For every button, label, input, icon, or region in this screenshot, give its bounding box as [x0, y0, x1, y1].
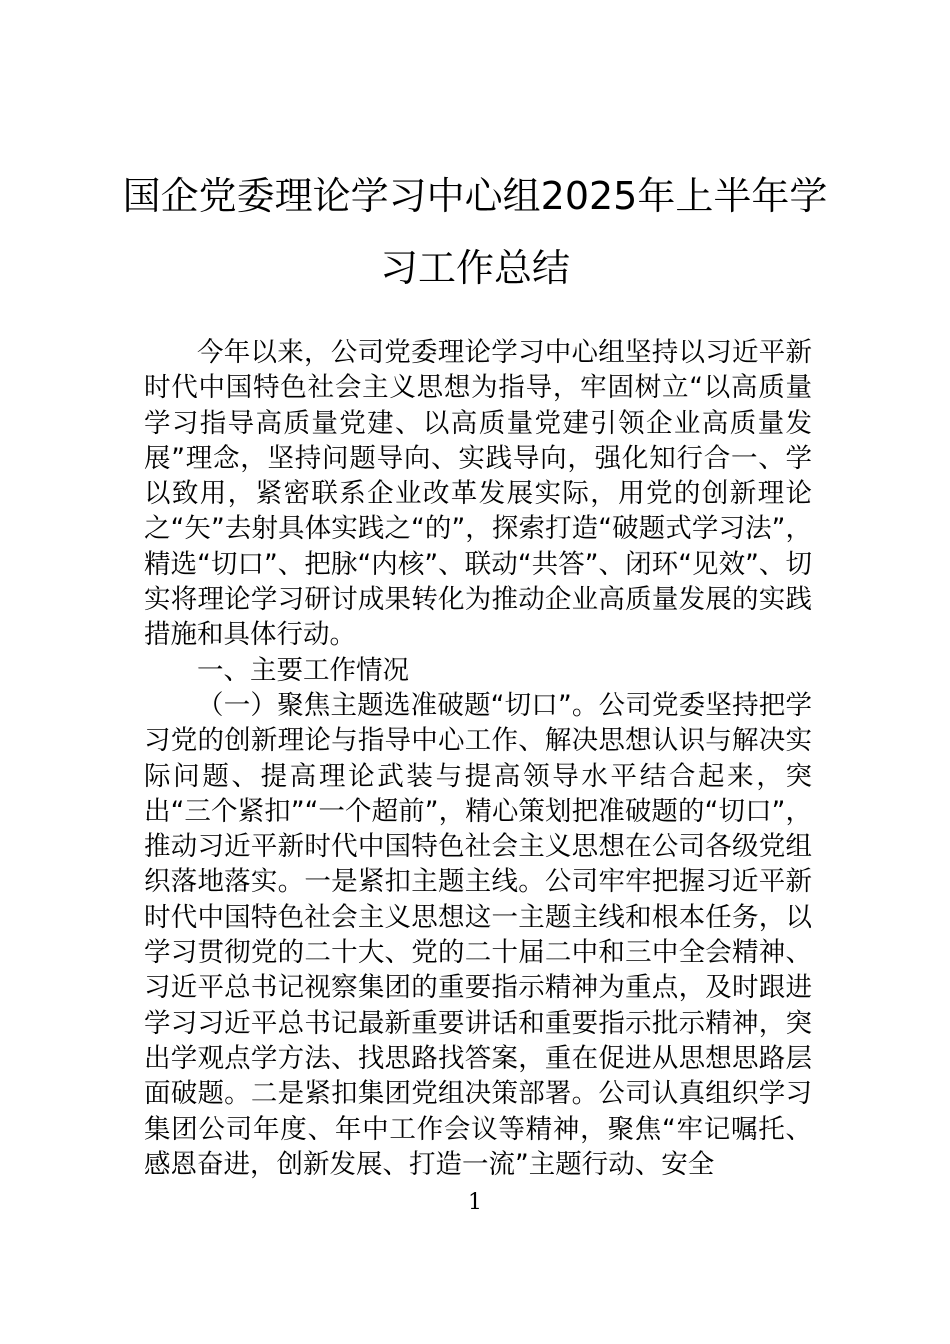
document-body	[144, 335, 812, 1182]
document-title-line-1: 国企党委理论学习中心组2025年上半年学	[122, 174, 828, 218]
section-heading: 一、主要工作情况	[197, 654, 409, 686]
document-title-line-2: 习工作总结	[379, 246, 570, 290]
page-number: 1	[468, 1190, 482, 1215]
paragraph-section-1: （一）聚焦主题选准破题“切口”。公司党委坚持把学习党的创新理论与指导中心工作、解决思想认识与解决实际问题、提高理论武装与提高领导水平结合起来，突出“三个紧扣”“一个超前”，精心策划把准破题的“切口”，推动习近平新时代中国特色社会主义思想在公司各级党组织落地落实。一是紧扣主题主线。公司牢牢把握习近平新时代中国特色社会主义思想这一主题主线和根本任务，以学习贯彻党的二十大、党的二十届二中和三中全会精神、习近平总书记视察集团的重要指示精神为重点，及时跟进学习习近平总书记最新重要讲话和重要指示批示精神，突出学观点学方法、找思路找答案，重在促进从思想思路层面破题。二是紧扣集团党组决策部署。公司认真组织学习集团公司年度、年中工作会议等精神，聚焦“牢记嘱托、感恩奋进，创新发展、打造一流”主题行动、安全	[144, 689, 812, 1180]
paragraph-intro: 今年以来，公司党委理论学习中心组坚持以习近平新时代中国特色社会主义思想为指导，牢固树立“以高质量学习指导高质量党建、以高质量党建引领企业高质量发展”理念，坚持问题导向、实践导向，强化知行合一、学以致用，紧密联系企业改革发展实际，用党的创新理论之“矢”去射具体实践之“的”，探索打造“破题式学习法”，精选“切口”、把脉“内核”、联动“共答”、闭环“见效”、切实将理论学习研讨成果转化为推动企业高质量发展的实践措施和具体行动。	[144, 337, 812, 651]
